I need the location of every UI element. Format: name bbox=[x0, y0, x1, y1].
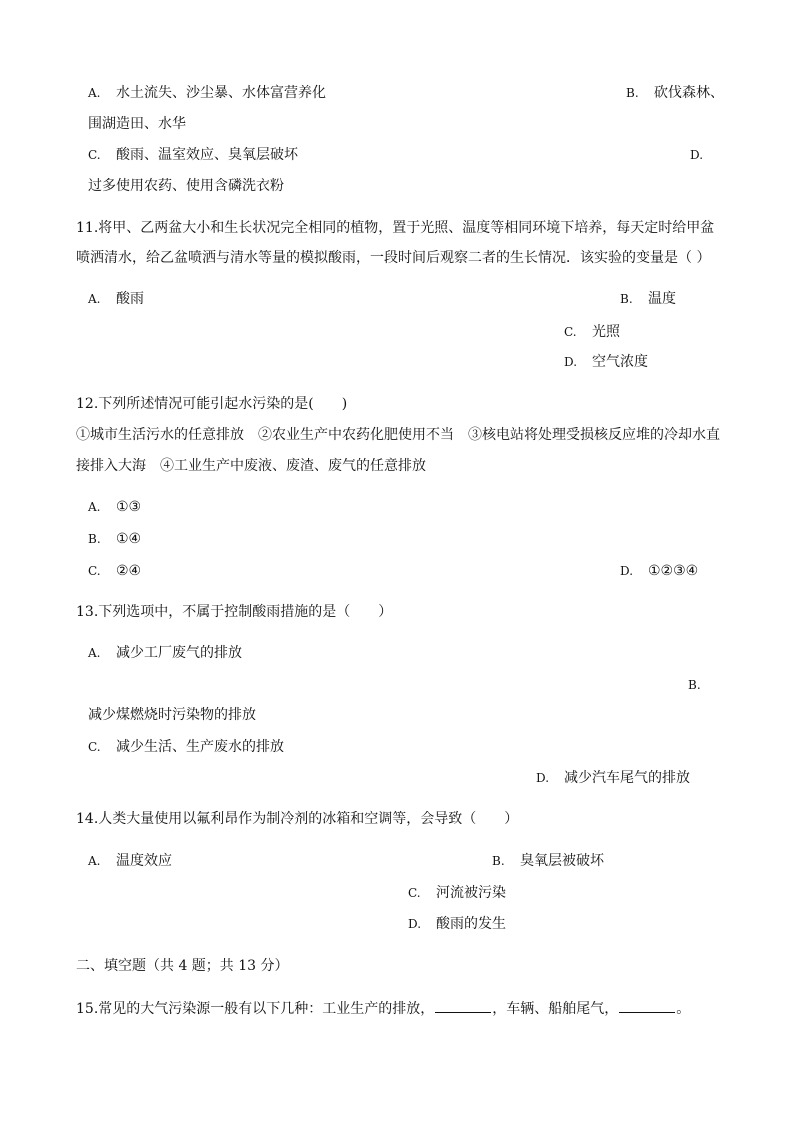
q11-option-a[interactable] bbox=[88, 290, 144, 308]
option-text: 酸雨、温室效应、臭氧层破坏 bbox=[116, 147, 298, 163]
option-text: 水土流失、沙尘暴、水体富营养化 bbox=[116, 85, 326, 101]
option-text: 温度效应 bbox=[116, 853, 172, 869]
option-label: B. bbox=[626, 86, 639, 100]
q10-option-a[interactable] bbox=[88, 84, 326, 102]
option-text: ①②③④ bbox=[648, 563, 699, 579]
q12-stem: 12.下列所述情况可能引起水污染的是( ) bbox=[76, 396, 348, 412]
option-label: A. bbox=[88, 86, 101, 100]
option-text: 减少生活、生产废水的排放 bbox=[116, 739, 284, 755]
q13-stem: 13.下列选项中，不属于控制酸雨措施的是（ ） bbox=[76, 604, 393, 620]
option-text: 酸雨 bbox=[116, 291, 144, 307]
q11-option-c[interactable] bbox=[564, 323, 620, 341]
option-text: 减少工厂废气的排放 bbox=[116, 645, 242, 661]
q15-text-part2: ，车辆、船舶尾气， bbox=[492, 1001, 619, 1017]
q10-option-d[interactable] bbox=[690, 146, 718, 164]
q14-stem: 14.人类大量使用以氟利昂作为制冷剂的冰箱和空调等，会导致（ ） bbox=[76, 811, 519, 827]
option-label: C. bbox=[88, 564, 101, 578]
option-label: B. bbox=[620, 292, 633, 306]
q14-option-c[interactable] bbox=[408, 884, 506, 902]
q10-option-b-continued: 围湖造田、水华 bbox=[88, 116, 186, 132]
option-label: D. bbox=[408, 917, 422, 931]
q14-option-b[interactable] bbox=[492, 852, 604, 870]
option-label: D. bbox=[620, 564, 634, 578]
q12-option-c[interactable] bbox=[88, 562, 141, 580]
q10-option-b[interactable] bbox=[626, 84, 724, 102]
option-text: ①④ bbox=[116, 531, 142, 547]
option-label: A. bbox=[88, 500, 101, 514]
option-label: C. bbox=[564, 325, 577, 339]
option-text: ①③ bbox=[116, 499, 142, 515]
q14-option-d[interactable] bbox=[408, 915, 506, 933]
option-label: D. bbox=[690, 148, 704, 162]
q13-option-c[interactable] bbox=[88, 738, 284, 756]
option-text: 光照 bbox=[592, 324, 620, 340]
q10-option-c[interactable] bbox=[88, 146, 298, 164]
q13-option-a[interactable] bbox=[88, 644, 242, 662]
q10-option-d-continued: 过多使用农药、使用含磷洗衣粉 bbox=[88, 178, 284, 194]
option-label: B. bbox=[88, 532, 101, 546]
q11-stem-line2: 喷洒清水，给乙盆喷洒与清水等量的模拟酸雨，一段时间后观察二者的生长情况．该实验的变量是（ ） bbox=[76, 250, 711, 266]
option-text: 空气浓度 bbox=[592, 354, 648, 370]
q12-option-a[interactable] bbox=[88, 498, 141, 516]
option-text: 减少汽车尾气的排放 bbox=[564, 770, 690, 786]
q11-stem-line1: 11.将甲、乙两盆大小和生长状况完全相同的植物，置于光照、温度等相同环境下培养，每天定时给甲盆 bbox=[76, 220, 715, 236]
q12-option-b[interactable] bbox=[88, 530, 141, 548]
q15-blank-2[interactable] bbox=[619, 998, 675, 1013]
q15-text-part3: 。 bbox=[676, 1001, 691, 1017]
option-label: C. bbox=[88, 740, 101, 754]
option-text: 温度 bbox=[648, 291, 676, 307]
q11-option-b[interactable] bbox=[620, 290, 676, 308]
option-label: A. bbox=[88, 854, 101, 868]
q13-option-d[interactable] bbox=[536, 769, 690, 787]
q12-list-line1: ①城市生活污水的任意排放 ②农业生产中农药化肥使用不当 ③核电站将处理受损核反应堆的冷却水直 bbox=[76, 427, 720, 443]
q13-option-b-continued: 减少煤燃烧时污染物的排放 bbox=[88, 707, 256, 723]
option-text: 砍伐森林、 bbox=[654, 85, 724, 101]
option-text: 酸雨的发生 bbox=[436, 916, 506, 932]
option-label: A. bbox=[88, 646, 101, 660]
q12-list-line2: 接排入大海 ④工业生产中废液、废渣、废气的任意排放 bbox=[76, 458, 426, 474]
option-label: B. bbox=[688, 678, 701, 692]
q15-blank-1[interactable] bbox=[435, 998, 491, 1013]
option-text: 河流被污染 bbox=[436, 885, 506, 901]
q11-option-d[interactable] bbox=[564, 353, 648, 371]
option-label: B. bbox=[492, 854, 505, 868]
option-label: C. bbox=[88, 148, 101, 162]
q13-option-b[interactable] bbox=[688, 676, 716, 694]
option-label: C. bbox=[408, 886, 421, 900]
option-label: D. bbox=[564, 355, 578, 369]
q12-option-d[interactable] bbox=[620, 562, 698, 580]
option-text: 臭氧层被破坏 bbox=[520, 853, 604, 869]
q15-stem bbox=[76, 998, 690, 1018]
option-text: ②④ bbox=[116, 563, 142, 579]
option-label: D. bbox=[536, 771, 550, 785]
option-label: A. bbox=[88, 292, 101, 306]
q15-text-part1: 15.常见的大气污染源一般有以下几种：工业生产的排放， bbox=[76, 1001, 435, 1017]
section-heading-fill-in: 二、填空题（共 4 题；共 13 分） bbox=[76, 958, 289, 974]
q14-option-a[interactable] bbox=[88, 852, 172, 870]
